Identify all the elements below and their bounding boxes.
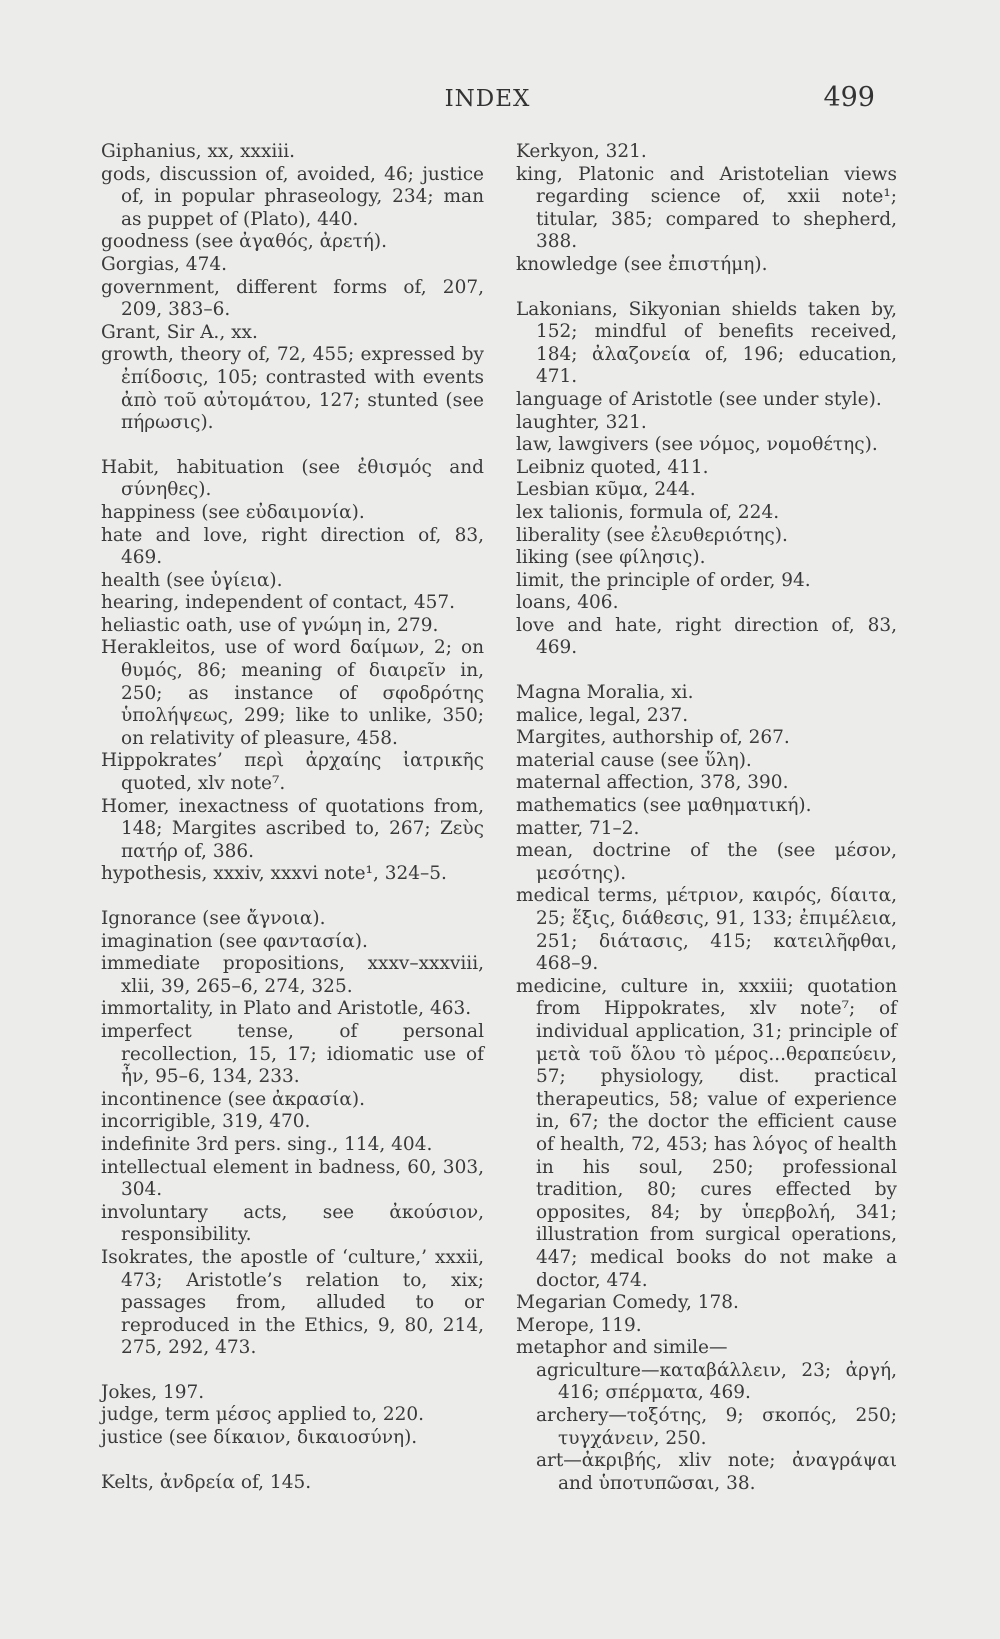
index-entry: justice (see δίκαιον, δικαιοσύνη). <box>101 1427 418 1449</box>
index-entry: Grant, Sir A., xx. <box>101 321 258 343</box>
index-entry: Hippokrates’ περὶ ἀρχαίης ἰατρικῆς quoted, xlv note⁷. <box>101 750 484 795</box>
letter-section-gap <box>516 277 897 299</box>
index-entry: malice, legal, 237. <box>516 704 689 726</box>
index-subentry: archery—τοξότης, 9; σκοπός, 250; τυγχάνειν, 250. <box>536 1405 897 1449</box>
index-column-right <box>516 141 897 1495</box>
index-entry: Megarian Comedy, 178. <box>516 1292 739 1314</box>
index-entry: liking (see φίλησις). <box>516 547 706 569</box>
index-entry: Kelts, ἀνδρεία of, 145. <box>101 1471 312 1493</box>
index-entry: Margites, authorship of, 267. <box>516 727 790 749</box>
index-entry: government, different forms of, 207, 209, 383–6. <box>101 276 484 321</box>
index-entry: goodness (see ἀγαθός, ἀρετή). <box>101 231 387 253</box>
index-entry: medicine, culture in, xxxiii; quotation from Hippokrates, xlv note⁷; of individual application, 31; principle of μετὰ τοῦ ὅλου τὸ μέρος...θεραπεύειν, 57; physiology, dist. practical therapeutics, 58; value of experience in, 67; the doctor the efficient cause of health, 72, 453; has λόγος of health in his soul, 250; professional tradition, 80; cures effected by opposites, 84; by ὑπερβολή, 341; illustration from surgical operations, 447; medical books do not make a doctor, 474. <box>516 975 897 1291</box>
letter-section-gap <box>101 1450 484 1472</box>
index-column-left <box>101 141 484 1494</box>
index-entry: lex talionis, formula of, 224. <box>516 501 780 523</box>
index-entry: growth, theory of, 72, 455; expressed by ἐπίδοσις, 105; contrasted with events ἀπὸ τοῦ αὐτομάτου, 127; stunted (see πήρωσις). <box>101 344 484 434</box>
index-entry: Homer, inexactness of quotations from, 148; Margites ascribed to, 267; Ζεὺς πατήρ of, 386. <box>101 795 484 862</box>
index-entry: Lesbian κῦμα, 244. <box>516 479 696 501</box>
index-entry: maternal affection, 378, 390. <box>516 772 789 794</box>
letter-section-gap <box>516 660 897 682</box>
index-entry: laughter, 321. <box>516 411 647 433</box>
index-entry: intellectual element in badness, 60, 303, 304. <box>101 1156 484 1201</box>
index-entry: Merope, 119. <box>516 1314 642 1336</box>
index-entry: language of Aristotle (see under style). <box>516 388 882 410</box>
index-entry: heliastic oath, use of γνώμη in, 279. <box>101 614 439 636</box>
index-entry: immortality, in Plato and Aristotle, 463. <box>101 998 472 1020</box>
index-entry: Magna Moralia, xi. <box>516 682 694 704</box>
page-number: 499 <box>823 82 875 113</box>
index-entry: hearing, independent of contact, 457. <box>101 592 456 614</box>
index-entry: Ignorance (see ἄγνοια). <box>101 908 326 929</box>
index-subentry: art—ἀκριβής, xliv note; ἀναγράψαι and ὑποτυπῶσαι, 38. <box>536 1450 897 1494</box>
letter-section-gap <box>101 886 484 908</box>
index-entry: Gorgias, 474. <box>101 253 227 275</box>
index-entry: material cause (see ὕλη). <box>516 749 752 771</box>
index-entry: matter, 71–2. <box>516 817 640 839</box>
index-subentry: agriculture—καταβάλλειν, 23; ἀργή, 416; σπέρματα, 469. <box>536 1359 897 1404</box>
letter-section-gap <box>101 435 484 457</box>
index-entry: gods, discussion of, avoided, 46; justice of, in popular phraseology, 234; man as puppet of (Plato), 440. <box>101 163 484 230</box>
index-entry: Herakleitos, use of word δαίμων, 2; on θυμός, 86; meaning of διαιρεῖν in, 250; as instance of σφοδρότης ὑπολήψεως, 299; like to unlike, 350; on relativity of pleasure, 458. <box>101 637 484 749</box>
letter-section-gap <box>101 1360 484 1382</box>
index-entry: metaphor and simile— <box>516 1337 728 1359</box>
index-entry: incontinence (see ἀκρασία). <box>101 1088 365 1110</box>
index-entry: hypothesis, xxxiv, xxxvi note¹, 324–5. <box>101 863 447 885</box>
index-entry: indefinite 3rd pers. sing., 114, 404. <box>101 1133 433 1155</box>
index-entry: immediate propositions, xxxv–xxxviii, xlii, 39, 265–6, 274, 325. <box>101 953 484 997</box>
index-entry: Giphanius, xx, xxxiii. <box>101 141 296 162</box>
index-entry: mean, doctrine of the (see μέσον, μεσότης). <box>516 840 897 884</box>
index-entry: loans, 406. <box>516 592 619 614</box>
index-entry: mathematics (see μαθηματική). <box>516 795 812 817</box>
index-entry: incorrigible, 319, 470. <box>101 1111 311 1133</box>
index-entry: medical terms, μέτριον, καιρός, δίαιτα, 25; ἕξις, διάθεσις, 91, 133; ἐπιμέλεια, 251; διάτασις, 415; κατειλῆφθαι, 468–9. <box>516 885 897 975</box>
index-entry: Jokes, 197. <box>101 1381 205 1403</box>
index-entry: Isokrates, the apostle of ‘culture,’ xxxii, 473; Aristotle’s relation to, xix; passages from, alluded to or reproduced in the Ethics, 9, 80, 214, 275, 292, 473. <box>101 1246 484 1359</box>
index-entry: law, lawgivers (see νόμος, νομοθέτης). <box>516 434 878 456</box>
index-entry: Leibniz quoted, 411. <box>516 456 709 478</box>
index-entry: happiness (see εὐδαιμονία). <box>101 501 365 523</box>
index-entry: Habit, habituation (see ἐθισμός and σύνηθες). <box>101 456 484 501</box>
index-entry: Kerkyon, 321. <box>516 141 647 162</box>
index-entry: involuntary acts, see ἀκούσιον, responsibility. <box>101 1201 484 1246</box>
index-entry: imperfect tense, of personal recollection, 15, 17; idiomatic use of ἦν, 95–6, 134, 233. <box>101 1020 484 1088</box>
index-entry: health (see ὑγίεια). <box>101 569 283 591</box>
index-entry: limit, the principle of order, 94. <box>516 569 811 591</box>
index-entry: Lakonians, Sikyonian shields taken by, 152; mindful of benefits received, 184; ἀλαζονεία of, 196; education, 471. <box>516 298 897 388</box>
running-head <box>100 82 875 122</box>
index-entry: king, Platonic and Aristotelian views regarding science of, xxii note¹; titular, 385; compared to shepherd, 388. <box>516 163 897 253</box>
index-entry: knowledge (see ἐπιστήμη). <box>516 253 768 275</box>
index-entry: love and hate, right direction of, 83, 469. <box>516 614 897 659</box>
index-entry: imagination (see φαντασία). <box>101 930 368 952</box>
index-entry: liberality (see ἐλευθεριότης). <box>516 524 788 546</box>
index-entry: hate and love, right direction of, 83, 469. <box>101 524 484 569</box>
page-title: INDEX <box>444 86 531 112</box>
index-entry: judge, term μέσος applied to, 220. <box>101 1404 425 1426</box>
